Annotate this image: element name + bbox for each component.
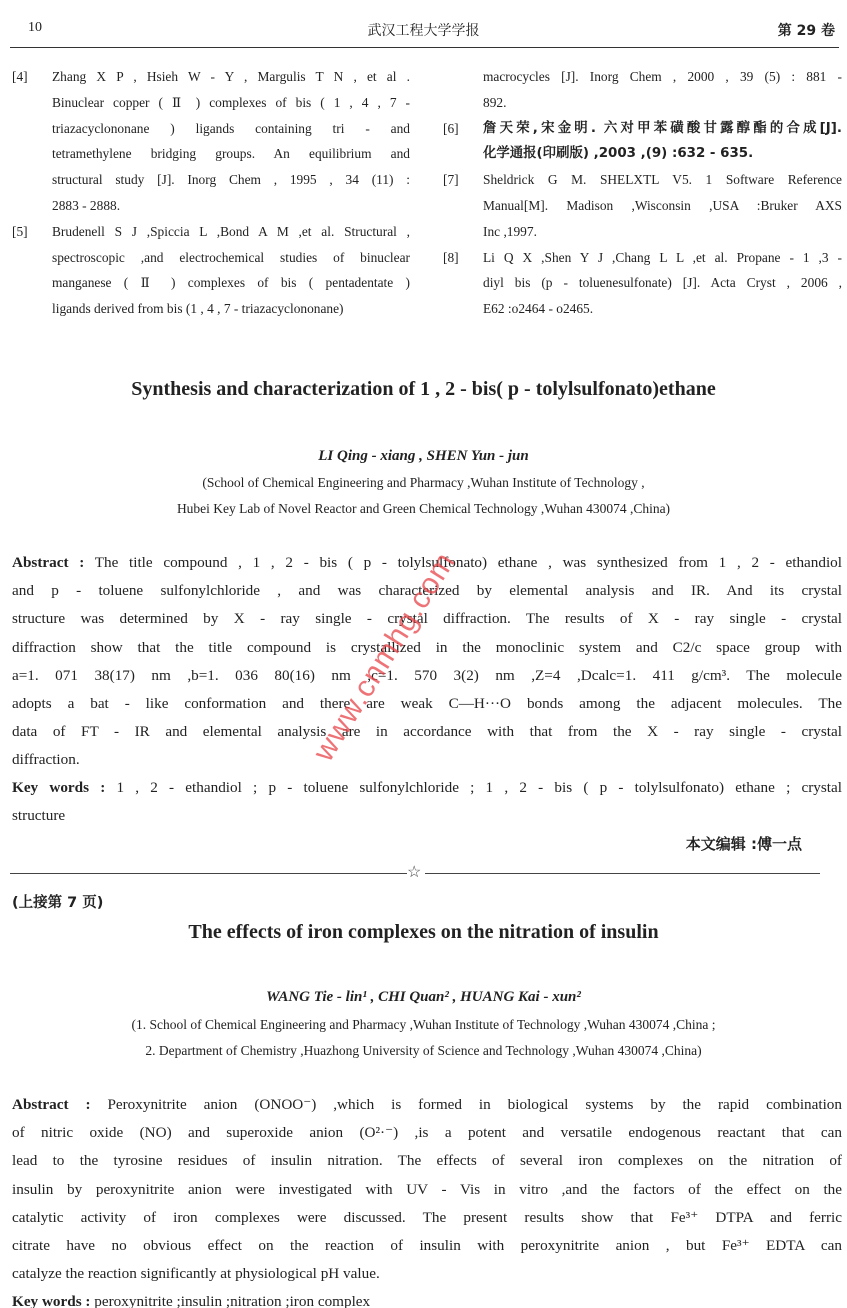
reference-item [443, 245, 842, 322]
reference-line: Inc ,1997. [483, 223, 537, 239]
reference-item [443, 167, 842, 244]
paragraph-line [12, 1260, 842, 1288]
references-right-column [443, 64, 842, 322]
reference-line: Zhang X P , Hsieh W - Y , Margulis T N , et al . [52, 69, 410, 84]
reference-number: [8] [443, 249, 459, 265]
paragraph-line [12, 634, 842, 662]
reference-item [12, 64, 410, 219]
paragraph-line [12, 662, 842, 690]
line-text: citrate have no obvious effect on the reaction of insulin with peroxynitrite anion , but Fe³⁺ EDTA can [12, 1237, 842, 1255]
article1-title: Synthesis and characterization of 1 , 2 - bis( p - tolylsulfonato)ethane [131, 378, 716, 400]
section-label: Key words : [12, 1293, 91, 1308]
reference-line: manganese ( Ⅱ ) complexes of bis ( pentadentate ) [52, 275, 410, 291]
article1-keywords [12, 774, 842, 830]
article2-authors: WANG Tie - lin¹ , CHI Quan² , HUANG Kai - xun² [266, 989, 581, 1005]
article2-title: The effects of iron complexes on the nitration of insulin [188, 921, 659, 943]
paragraph-line [12, 802, 842, 830]
reference-line: 2883 - 2888. [52, 197, 121, 213]
reference-line: 化学通报(印刷版) ,2003 ,(9) :632 - 635. [483, 146, 754, 162]
article1-affiliation-2: Hubei Key Lab of Novel Reactor and Green Chemical Technology ,Wuhan 430074 ,China) [176, 501, 671, 516]
line-text: data of FT - IR and elemental analysis are in accordance with that from the X - ray single - crystal [12, 723, 842, 741]
paragraph-line [12, 1176, 842, 1204]
paragraph-line [12, 690, 842, 718]
header-rule [10, 47, 839, 48]
paragraph-line [12, 774, 842, 802]
reference-item [443, 64, 842, 116]
reference-item [443, 116, 842, 168]
line-text: and p - toluene sulfonylchloride , and was characterized by elemental analysis and IR. And its crystal [12, 582, 842, 600]
divider-right [425, 873, 820, 874]
references-left-column [12, 64, 410, 322]
line-text: a=1. 071 38(17) nm ,b=1. 036 80(16) nm ,c=1. 570 3(2) nm ,Z=4 ,Dcalc=1. 411 g/cm³. The molecule [12, 666, 842, 684]
reference-line: Binuclear copper ( Ⅱ ) complexes of bis ( 1 , 4 , 7 - [52, 94, 410, 110]
line-text: Peroxynitrite anion (ONOO⁻) ,which is formed in biological systems by the rapid combination [107, 1096, 842, 1113]
reference-line: diyl bis (p - toluenesulfonate) [J]. Acta Cryst , 2006 , [483, 275, 842, 291]
line-text: lead to the tyrosine residues of insulin nitration. The effects of several iron complexes on the nitration of [12, 1152, 842, 1170]
reference-number: [6] [443, 120, 459, 136]
line-text: structure was determined by X - ray single - crystal diffraction. The results of X - ray single - crystal [12, 610, 842, 628]
article1-authors: LI Qing - xiang , SHEN Yun - jun [318, 448, 529, 464]
section-label: Key words : [12, 779, 106, 796]
line-text: peroxynitrite ;insulin ;nitration ;iron complex [94, 1293, 371, 1308]
reference-line: triazacyclononane ) ligands containing tri - and [52, 120, 410, 136]
reference-number: [4] [12, 69, 28, 84]
line-text: structure [12, 807, 66, 825]
paragraph-line [12, 1288, 842, 1308]
line-text: insulin by peroxynitrite anion were investigated with UV - Vis in vitro ,and the factors of the effect on the [12, 1180, 842, 1198]
reference-number: [7] [443, 172, 459, 188]
article2-abstract [12, 1091, 842, 1288]
paragraph-line [12, 746, 842, 774]
line-text: catalyze the reaction significantly at physiological pH value. [12, 1265, 380, 1283]
editor-note: 本文编辑 :傅一点 [685, 835, 802, 853]
article2-affiliation-1: (1. School of Chemical Engineering and Pharmacy ,Wuhan Institute of Technology ,Wuhan 430074 ,China ; [131, 1017, 716, 1032]
reference-line: structural study [J]. Inorg Chem , 1995 , 34 (11) : [52, 172, 410, 188]
reference-line: ligands derived from bis (1 , 4 , 7 - triazacyclononane) [52, 301, 344, 317]
reference-number: [5] [12, 223, 28, 239]
paragraph-line [12, 1147, 842, 1175]
reference-line: spectroscopic ,and electrochemical studies of binuclear [52, 249, 410, 265]
reference-line: macrocycles [J]. Inorg Chem , 2000 , 39 (5) : 881 - [483, 69, 842, 84]
paragraph-line [12, 1232, 842, 1260]
article1-affiliation-1: (School of Chemical Engineering and Pharmacy ,Wuhan Institute of Technology , [202, 475, 645, 490]
paragraph-line [12, 718, 842, 746]
reference-line: Sheldrick G M. SHELXTL V5. 1 Software Reference [483, 172, 842, 188]
paragraph-line [12, 1091, 842, 1119]
page-number: 10 [28, 20, 42, 35]
line-text: 1 , 2 - ethandiol ; p - toluene sulfonylchloride ; 1 , 2 - bis ( p - tolylsulfonato) ethane ; crystal [116, 779, 842, 796]
paragraph-line [12, 1204, 842, 1232]
line-text: catalytic activity of iron complexes were discussed. The present results show that Fe³⁺ DTPA and ferric [12, 1208, 842, 1226]
line-text: diffraction. [12, 751, 80, 769]
reference-line: E62 :o2464 - o2465. [483, 301, 594, 317]
volume-label: 第 29 卷 [777, 23, 835, 39]
journal-title: 武汉工程大学学报 [367, 23, 480, 39]
reference-line: Manual[M]. Madison ,Wisconsin ,USA :Bruker AXS [483, 197, 842, 213]
article2-affiliation-2: 2. Department of Chemistry ,Huazhong University of Science and Technology ,Wuhan 430074 ,China) [145, 1043, 702, 1058]
line-text: adopts a bat - like conformation and there are weak C—H···O bonds among the adjacent molecules. The [12, 695, 842, 713]
watermark: www.cnmhg.com [306, 546, 462, 768]
line-text: of nitric oxide (NO) and superoxide anion (O²·⁻) ,is a potent and versatile endogenous reactant that can [12, 1124, 842, 1142]
reference-item [12, 219, 410, 322]
reference-line: 892. [483, 94, 507, 110]
continued-from: (上接第 7 页) [12, 895, 104, 911]
article2-keywords [12, 1288, 842, 1308]
section-label: Abstract : [12, 1096, 91, 1113]
reference-line: 詹天荣,宋金明. 六对甲苯磺酸甘露醇酯的合成[J]. [483, 120, 842, 136]
reference-line: Li Q X ,Shen Y J ,Chang L L ,et al. Propane - 1 ,3 - [483, 249, 842, 265]
paragraph-line [12, 1119, 842, 1147]
reference-line: tetramethylene bridging groups. An equilibrium and [52, 146, 410, 162]
star-icon: ☆ [407, 864, 422, 881]
line-text: The title compound , 1 , 2 - bis ( p - tolylsulfonato) ethane , was synthesized from 1 , 2 - ethandiol [94, 554, 843, 571]
section-label: Abstract : [12, 554, 85, 571]
line-text: diffraction show that the title compound is crystallized in the monoclinic system and C2/c space group with [12, 638, 842, 656]
reference-line: Brudenell S J ,Spiccia L ,Bond A M ,et al. Structural , [52, 223, 410, 239]
divider-left [10, 873, 407, 874]
